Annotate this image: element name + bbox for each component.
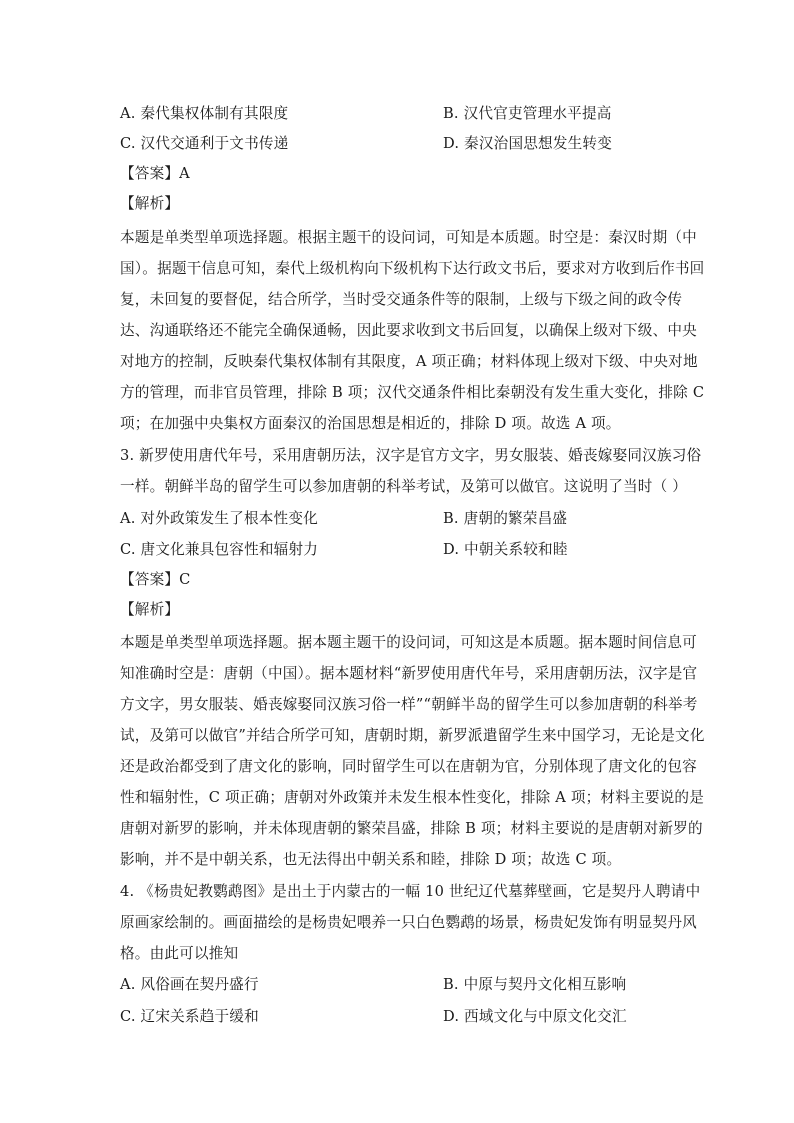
- q2-analysis-line: 本题是单类型单项选择题。根据主题干的设问词，可知是本质题。时空是：秦汉时期（中: [120, 229, 697, 246]
- q4-option-c: C. 辽宋关系趋于缓和: [120, 1008, 259, 1025]
- q4-stem-line: 原画家绘制的。画面描绘的是杨贵妃喂养一只白色鹦鹉的场景，杨贵妃发饰有明显契丹风: [120, 914, 697, 931]
- q3-option-a: A. 对外政策发生了根本性变化: [120, 510, 318, 527]
- q3-stem-line: 3. 新罗使用唐代年号，采用唐朝历法，汉字是官方文字，男女服装、婚丧嫁娶同汉族习俗: [120, 447, 702, 464]
- q2-analysis-line: 方的管理，而非官员管理，排除 B 项；汉代交通条件相比秦朝没有发生重大变化，排除 C: [120, 384, 705, 401]
- q4-option-d: D. 西域文化与中原文化交汇: [443, 1008, 627, 1025]
- q2-option-c: C. 汉代交通利于文书传递: [120, 135, 289, 152]
- q3-option-d: D. 中朝关系较和睦: [443, 541, 568, 558]
- q2-answer: 【答案】A: [120, 165, 190, 182]
- q3-analysis-line: 性和辐射性，C 项正确；唐朝对外政策并未发生根本性变化，排除 A 项；材料主要说的是: [120, 789, 704, 806]
- q3-option-b: B. 唐朝的繁荣昌盛: [443, 510, 568, 527]
- q3-analysis-line: 知准确时空是：唐朝（中国）。据本题材料“新罗使用唐代年号，采用唐朝历法，汉字是官: [120, 665, 698, 682]
- q2-option-b: B. 汉代官吏管理水平提高: [443, 105, 612, 122]
- q4-stem-line: 格。由此可以推知: [120, 945, 239, 962]
- q4-option-a: A. 风俗画在契丹盛行: [120, 976, 259, 993]
- q2-option-a: A. 秦代集权体制有其限度: [120, 105, 289, 122]
- q3-answer: 【答案】C: [120, 571, 191, 588]
- q3-stem-line: 一样。朝鲜半岛的留学生可以参加唐朝的科举考试，及第可以做官。这说明了当时（ ）: [120, 478, 688, 495]
- q3-analysis-label: 【解析】: [120, 601, 180, 618]
- q3-analysis-line: 试，及第可以做官”并结合所学可知，唐朝时期，新罗派遣留学生来中国学习，无论是文化: [120, 727, 705, 744]
- q2-analysis-line: 国）。据题干信息可知，秦代上级机构向下级机构下达行政文书后，要求对方收到后作书回: [120, 260, 705, 277]
- q3-analysis-line: 唐朝对新罗的影响，并未体现唐朝的繁荣昌盛，排除 B 项；材料主要说的是唐朝对新罗的: [120, 820, 703, 837]
- q3-option-c: C. 唐文化兼具包容性和辐射力: [120, 541, 319, 558]
- q2-analysis-line: 对地方的控制，反映秦代集权体制有其限度，A 项正确；材料体现上级对下级、中央对地: [120, 353, 698, 370]
- q3-analysis-line: 方文字，男女服装、婚丧嫁娶同汉族习俗一样”“朝鲜半岛的留学生可以参加唐朝的科举考: [120, 696, 698, 713]
- q2-analysis-line: 复，未回复的要督促，结合所学，当时受交通条件等的限制，上级与下级之间的政令传: [120, 291, 683, 308]
- q3-analysis-line: 还是政治都受到了唐文化的影响，同时留学生可以在唐朝为官，分别体现了唐文化的包容: [120, 758, 697, 775]
- q2-analysis-line: 项；在加强中央集权方面秦汉的治国思想是相近的，排除 D 项。故选 A 项。: [120, 415, 621, 432]
- q4-option-b: B. 中原与契丹文化相互影响: [443, 976, 627, 993]
- q3-analysis-line: 本题是单类型单项选择题。据本题主题干的设问词，可知这是本质题。据本题时间信息可: [120, 634, 697, 651]
- q4-stem-line: 4. 《杨贵妃教鹦鹉图》是出土于内蒙古的一幅 10 世纪辽代墓葬壁画，它是契丹人聘请中: [120, 883, 701, 900]
- q2-option-d: D. 秦汉治国思想发生转变: [443, 135, 612, 152]
- q2-analysis-label: 【解析】: [120, 195, 180, 212]
- q2-analysis-line: 达、沟通联络还不能完全确保通畅，因此要求收到文书后回复，以确保上级对下级、中央: [120, 322, 697, 339]
- q3-analysis-line: 影响，并不是中朝关系，也无法得出中朝关系和睦，排除 D 项；故选 C 项。: [120, 851, 622, 868]
